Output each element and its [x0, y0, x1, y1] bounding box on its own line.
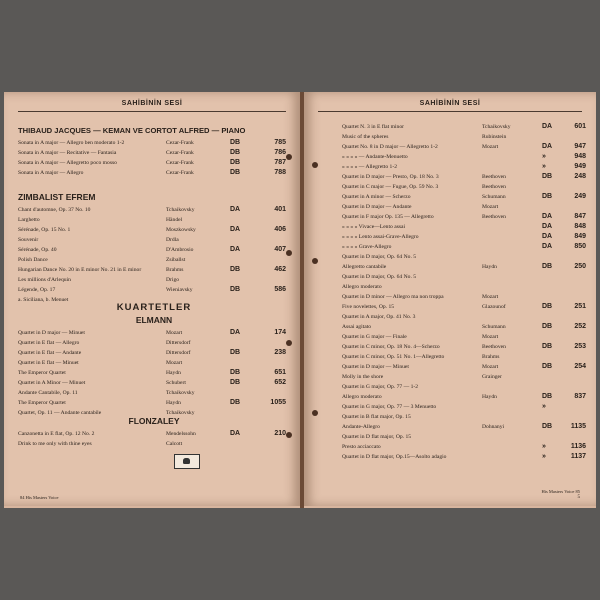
catalog-number: 849	[574, 233, 586, 240]
catalog-row	[18, 368, 290, 378]
catalog-prefix: DB	[542, 343, 553, 350]
composer: Schubert	[166, 380, 186, 386]
catalog-row	[18, 285, 290, 295]
record-title: Quartet in D major — Andante	[342, 204, 412, 210]
record-title: The Emperor Quartet	[18, 370, 66, 376]
composer: Cezar-Frank	[166, 140, 194, 146]
composer: Rubinstein	[482, 134, 507, 140]
catalog-prefix: DB	[230, 149, 241, 156]
catalog-prefix: DB	[230, 379, 241, 386]
record-title: Souvenir	[18, 237, 39, 243]
catalog-row	[342, 442, 590, 452]
catalog-prefix: DB	[542, 173, 553, 180]
catalog-prefix: DA	[230, 430, 241, 437]
catalog-number: 601	[574, 123, 586, 130]
catalog-row	[342, 152, 590, 162]
hmv-logo	[174, 454, 200, 469]
binding-hole	[312, 258, 318, 264]
record-title: Quartet in D minor — Allegro ma non troppa	[342, 294, 444, 300]
record-title: Quartet in D flat major, Op. 15	[342, 434, 412, 440]
catalog-number: 948	[574, 153, 586, 160]
catalog-prefix: DA	[542, 143, 553, 150]
catalog-prefix: »	[542, 453, 546, 460]
record-title: Hungarian Dance No. 20 in E minor No. 21 in E minor	[18, 267, 142, 273]
record-title: Sonata in A major — Allegro	[18, 170, 84, 176]
catalog-prefix: DA	[230, 206, 241, 213]
catalog-row	[18, 398, 290, 408]
catalog-row	[342, 452, 590, 462]
record-title: Quartet in G major, Op. 77 — 1-2	[342, 384, 419, 390]
catalog-row	[18, 265, 290, 275]
composer: Tchaikovsky	[166, 390, 195, 396]
composer: Haydn	[166, 370, 181, 376]
catalog-prefix: DB	[230, 349, 241, 356]
catalog-prefix: DB	[542, 193, 553, 200]
catalog-number: 250	[574, 263, 586, 270]
catalog-row	[342, 412, 590, 422]
catalog-prefix: DA	[542, 233, 553, 240]
catalog-row	[342, 342, 590, 352]
record-title: Quartet in A Minor — Minuet	[18, 380, 86, 386]
catalog-prefix: DB	[542, 363, 553, 370]
catalog-row	[18, 429, 290, 439]
record-title: Quartet in E flat — Andante	[18, 350, 82, 356]
catalog-row	[342, 322, 590, 332]
catalog-prefix: DB	[230, 139, 241, 146]
catalog-row	[342, 192, 590, 202]
record-title: Larghetto	[18, 217, 40, 223]
composer: Beethoven	[482, 184, 506, 190]
catalog-row	[18, 235, 290, 245]
catalog-row	[342, 372, 590, 382]
record-title: Music of the spheres	[342, 134, 389, 140]
catalog-number: 462	[274, 266, 286, 273]
catalog-prefix: DB	[230, 286, 241, 293]
catalog-row	[18, 245, 290, 255]
record-title: Sérénade, Op. 15 No. 1	[18, 227, 71, 233]
catalog-number: 837	[574, 393, 586, 400]
record-title: The Emperor Quartet	[18, 400, 66, 406]
catalog-number: 786	[274, 149, 286, 156]
binding-hole	[286, 432, 292, 438]
composer: Zsiballst	[166, 257, 186, 263]
catalog-number: 949	[574, 163, 586, 170]
record-title: Quartet in G major — Finale	[342, 334, 407, 340]
catalog-row	[342, 242, 590, 252]
composer: Dohnanyi	[482, 424, 505, 430]
catalog-number: 850	[574, 243, 586, 250]
catalog-row	[342, 282, 590, 292]
catalog-prefix: »	[542, 153, 546, 160]
record-title: Quartet in D flat major, Op.15—Asolto adagio	[342, 454, 447, 460]
composer: Tchaikovsky	[166, 410, 195, 416]
composer: Brahms	[482, 354, 500, 360]
composer: Händel	[166, 217, 183, 223]
section-title: THIBAUD JACQUES — KEMAN VE CORTOT ALFRED — PIANO	[18, 126, 246, 135]
catalog-prefix: »	[542, 443, 546, 450]
catalog-row	[342, 132, 590, 142]
record-title: Chant d'automne, Op. 37 No. 10	[18, 207, 91, 213]
catalog-row	[342, 162, 590, 172]
record-title: Quartet in D major — Presto, Op. 18 No. 3	[342, 174, 439, 180]
composer: Schumann	[482, 194, 506, 200]
catalog-prefix: »	[542, 163, 546, 170]
composer: Cezar-Frank	[166, 160, 194, 166]
catalog-row	[18, 348, 290, 358]
composer: Mozart	[166, 330, 183, 336]
composer: Cezar-Frank	[166, 150, 194, 156]
composer: Mozart	[482, 204, 499, 210]
catalog-row	[342, 292, 590, 302]
page-footer: 84 His Masters Voice	[20, 495, 59, 500]
record-title: Quartet in D major, Op. 64 No. 5	[342, 254, 417, 260]
catalog-row	[342, 172, 590, 182]
catalog-row	[18, 168, 290, 178]
catalog-number: 1137	[570, 453, 586, 460]
catalog-prefix: DB	[542, 303, 553, 310]
catalog-prefix: DA	[542, 123, 553, 130]
composer: D'Ambrosio	[166, 247, 194, 253]
composer: Brahms	[166, 267, 184, 273]
catalog-number: 174	[274, 329, 286, 336]
record-title: Molly in the shore	[342, 374, 384, 380]
catalog-number: 254	[574, 363, 586, 370]
catalog-row	[342, 182, 590, 192]
record-title: Presto acciaccato	[342, 444, 381, 450]
catalog-prefix: DB	[230, 159, 241, 166]
composer: Haydn	[482, 264, 497, 270]
catalog-prefix: DB	[542, 323, 553, 330]
composer: Mozart	[482, 364, 499, 370]
record-title: Quartet in D major — Minuet	[342, 364, 409, 370]
catalog-number: 401	[274, 206, 286, 213]
catalog-row	[18, 215, 290, 225]
catalog-row	[342, 272, 590, 282]
record-title: » » » » Grave-Allegro	[342, 244, 392, 250]
catalog-row	[342, 312, 590, 322]
section-subtitle: ELMANN	[135, 315, 173, 325]
catalog-prefix: DA	[542, 243, 553, 250]
composer: Wieniavsky	[166, 287, 193, 293]
record-title: Allegro moderato	[342, 284, 382, 290]
catalog-number: 252	[574, 323, 586, 330]
catalog-number: 210	[274, 430, 286, 437]
catalog-prefix: »	[542, 403, 546, 410]
catalog-number: 947	[574, 143, 586, 150]
catalog-row	[18, 138, 290, 148]
catalog-row	[18, 275, 290, 285]
section-zimbalist	[18, 192, 290, 305]
record-title: Polish Dance	[18, 257, 48, 263]
catalog-number: 788	[274, 169, 286, 176]
catalog-number: 1135	[570, 423, 586, 430]
catalog-number: 238	[274, 349, 286, 356]
catalog-row	[342, 402, 590, 412]
catalog-number: 407	[274, 246, 286, 253]
record-title: Quartet N. 3 in E flat minor	[342, 124, 404, 130]
catalog-number: 651	[274, 369, 286, 376]
catalog-row	[18, 255, 290, 265]
catalog-number: 848	[574, 223, 586, 230]
record-title: Quartet in B flat major, Op. 15	[342, 414, 411, 420]
record-title: Andante Cantabile, Op. 11	[18, 390, 78, 396]
record-title: Quartet, Op. 11 — Andante cantabile	[18, 410, 102, 416]
composer: Mendelssohn	[166, 431, 196, 437]
record-title: Quartet in A minor — Scherzo	[342, 194, 411, 200]
catalog-prefix: DA	[542, 223, 553, 230]
quartet-listing	[342, 122, 590, 462]
catalog-row	[342, 202, 590, 212]
record-title: Quartet in D major, Op. 64 No. 5	[342, 274, 417, 280]
section-flonzaley	[18, 416, 290, 449]
record-title: Sérénade, Op. 40	[18, 247, 57, 253]
record-title: Quartet in C minor, Op. 51 No. 1—Allegretto	[342, 354, 445, 360]
header-rule	[18, 111, 286, 112]
composer: Haydn	[166, 400, 181, 406]
catalog-row	[342, 382, 590, 392]
open-book	[4, 92, 596, 508]
composer: Calcott	[166, 441, 183, 447]
catalog-row	[342, 142, 590, 152]
catalog-prefix: DA	[230, 226, 241, 233]
catalog-number: 787	[274, 159, 286, 166]
composer: Dittersdorf	[166, 350, 191, 356]
composer: Beethoven	[482, 344, 506, 350]
record-title: » » » » — Allegretto 1-2	[342, 164, 397, 170]
catalog-row	[342, 362, 590, 372]
catalog-number: 253	[574, 343, 586, 350]
composer: Mozart	[482, 334, 499, 340]
record-title: a. Siciliana, b. Menuet	[18, 297, 69, 303]
record-title: Quartet in F major Op. 135 — Allegretto	[342, 214, 434, 220]
record-title: Quartet in D major — Minuet	[18, 330, 85, 336]
record-title: Légende, Op. 17	[18, 287, 56, 293]
composer: Glazounof	[482, 304, 506, 310]
composer: Drdla	[166, 237, 179, 243]
record-title: Sonata in A major — Allegretto poco mosso	[18, 160, 117, 166]
catalog-number: 1136	[570, 443, 586, 450]
catalog-prefix: DB	[542, 393, 553, 400]
record-title: Quartet in E flat — Minuet	[18, 360, 79, 366]
catalog-number: 248	[574, 173, 586, 180]
record-title: Quartet No. 8 in D major — Allegretto 1-2	[342, 144, 438, 150]
binding-hole	[286, 250, 292, 256]
composer: Mozart	[482, 294, 499, 300]
record-title: » » » » Lento assai-Grave-Allegro	[342, 234, 419, 240]
catalog-number: 847	[574, 213, 586, 220]
composer: Beethoven	[482, 214, 506, 220]
binding-hole	[312, 410, 318, 416]
composer: Tchaikovsky	[482, 124, 511, 130]
record-title: Sonata in A major — Allegro ben moderato 1-2	[18, 140, 125, 146]
catalog-row	[342, 212, 590, 222]
catalog-prefix: DB	[230, 266, 241, 273]
section-thibaud-cortot	[18, 126, 290, 178]
composer: Drigo	[166, 277, 180, 283]
composer: Grainger	[482, 374, 502, 380]
catalog-row	[342, 392, 590, 402]
left-page	[4, 92, 300, 506]
section-title: KUARTETLER	[116, 302, 192, 313]
composer: Beethoven	[482, 174, 506, 180]
record-title: Andante-Allegro	[342, 424, 380, 430]
page-footer: His Masters Voice 85	[541, 489, 580, 494]
catalog-row	[342, 422, 590, 432]
record-title: Quartet in G major, Op. 77 — 3 Menuetto	[342, 404, 437, 410]
catalog-prefix: DA	[542, 213, 553, 220]
binding-hole	[312, 162, 318, 168]
record-title: Drink to me only with thine eyes	[18, 441, 92, 447]
catalog-prefix: DB	[230, 369, 241, 376]
catalog-row	[18, 148, 290, 158]
catalog-prefix: DA	[230, 329, 241, 336]
catalog-row	[18, 358, 290, 368]
catalog-row	[342, 222, 590, 232]
record-title: » » » » — Andante-Menuetto	[342, 154, 408, 160]
page-header: SAHİBİNİN SESİ	[121, 100, 183, 107]
catalog-row	[18, 158, 290, 168]
page-header: SAHİBİNİN SESİ	[419, 100, 481, 107]
record-title: Quartet in A major, Op. 41 No. 3	[342, 314, 416, 320]
catalog-row	[342, 262, 590, 272]
catalog-number: 249	[574, 193, 586, 200]
catalog-number: 251	[574, 303, 586, 310]
record-title: Quartet in C major — Fugue, Op. 59 No. 3	[342, 184, 439, 190]
record-title: Allegretto cantabile	[342, 264, 387, 270]
record-title: Assai agitato	[342, 324, 372, 330]
section-kuartetler	[18, 302, 290, 418]
right-page	[304, 92, 596, 506]
page-mark: 5	[577, 495, 580, 500]
catalog-row	[18, 338, 290, 348]
section-title: FLONZALEY	[128, 416, 180, 426]
catalog-row	[18, 388, 290, 398]
catalog-row	[342, 332, 590, 342]
catalog-row	[18, 378, 290, 388]
composer: Mozart	[166, 360, 183, 366]
catalog-row	[342, 352, 590, 362]
record-title: Allegro moderato	[342, 394, 382, 400]
composer: Dittersdorf	[166, 340, 191, 346]
catalog-row	[342, 232, 590, 242]
binding-hole	[286, 340, 292, 346]
catalog-number: 586	[274, 286, 286, 293]
catalog-row	[342, 122, 590, 132]
catalog-row	[18, 439, 290, 449]
catalog-row	[342, 302, 590, 312]
catalog-row	[18, 225, 290, 235]
catalog-prefix: DB	[542, 423, 553, 430]
record-title: Canzonetta in E flat, Op. 12 No. 2	[18, 431, 95, 437]
binding-hole	[286, 154, 292, 160]
composer: Mozart	[482, 144, 499, 150]
catalog-row	[18, 205, 290, 215]
record-title: Les millions d'Arlequin	[18, 277, 71, 283]
catalog-number: 406	[274, 226, 286, 233]
catalog-prefix: DB	[230, 169, 241, 176]
record-title: Sonata in A major — Recitative — Fantasia	[18, 150, 117, 156]
record-title: Quartet in E flat — Allegro	[18, 340, 80, 346]
catalog-number: 652	[274, 379, 286, 386]
catalog-row	[18, 328, 290, 338]
composer: Schumann	[482, 324, 506, 330]
catalog-row	[342, 252, 590, 262]
catalog-prefix: DB	[542, 263, 553, 270]
record-title: » » » » Vivace—Lento assai	[342, 224, 406, 230]
composer: Tchaikovsky	[166, 207, 195, 213]
header-rule	[318, 111, 582, 112]
composer: Haydn	[482, 394, 497, 400]
composer: Moszkowsky	[166, 227, 196, 233]
catalog-prefix: DA	[230, 246, 241, 253]
catalog-prefix: DB	[230, 399, 241, 406]
catalog-number: 1055	[270, 399, 286, 406]
record-title: Five novelettes, Op. 15	[342, 304, 395, 310]
composer: Cezar-Frank	[166, 170, 194, 176]
catalog-row	[342, 432, 590, 442]
record-title: Quartet in C minor, Op. 18 No. 4—Scherzo	[342, 344, 440, 350]
section-title: ZIMBALIST EFREM	[18, 192, 96, 202]
catalog-number: 785	[274, 139, 286, 146]
